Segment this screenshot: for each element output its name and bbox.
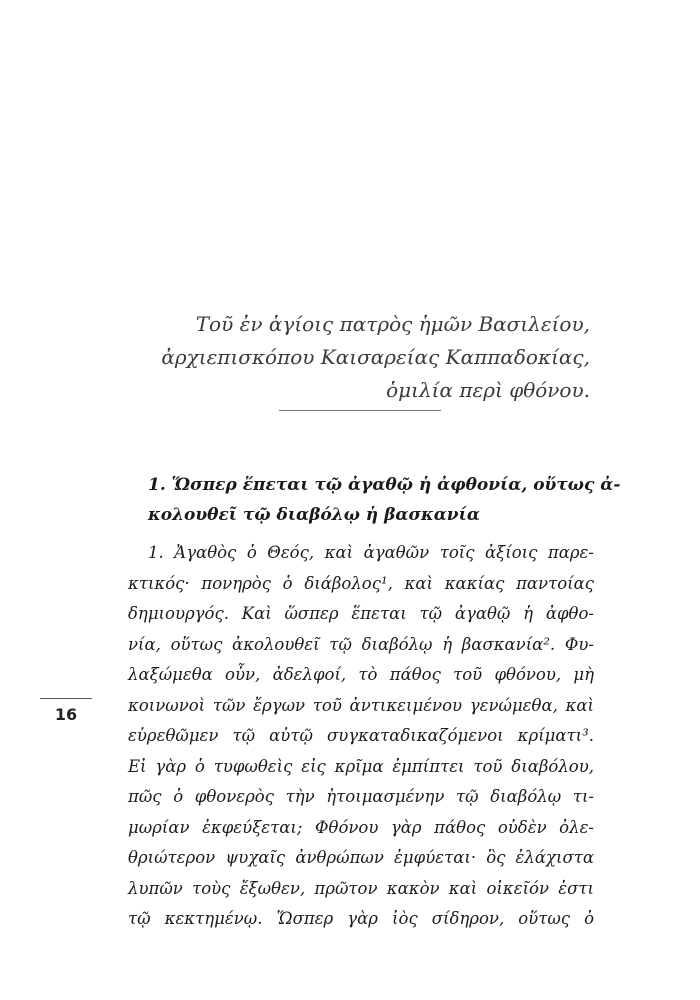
body-line: μωρίαν ἐκφεύξεται; Φθόνου γὰρ πάθος οὐδὲν ὀλε- (128, 817, 594, 837)
body-line: πῶς ὁ φθονερὸς τὴν ἡτοιμασμένην τῷ διαβόλῳ τι- (128, 787, 594, 806)
page-number: 16 (54, 705, 78, 724)
section-heading (148, 470, 621, 530)
body-line: εὑρεθῶμεν τῷ αὐτῷ συγκαταδικαζόμενοι κρίματι³. (128, 726, 594, 745)
body-line: τῷ κεκτημένῳ. Ὥσπερ γὰρ ἰὸς σίδηρον, οὕτως ὁ (128, 909, 594, 928)
body-line: νία, οὕτως ἀκολουθεῖ τῷ διαβόλῳ ἡ βασκανία². Φυ- (128, 634, 594, 654)
body-paragraph (128, 538, 594, 935)
body-line: κοινωνοὶ τῶν ἔργων τοῦ ἀντικειμένου γενώμεθα, καὶ (128, 695, 594, 715)
title-line-2: ἀρχιεπισκόπου Καισαρείας Καππαδοκίας, (161, 345, 590, 369)
title-line-3: ὁμιλία περὶ φθόνου. (386, 378, 590, 402)
homily-title (120, 308, 590, 407)
heading-line-2: κολουθεῖ τῷ διαβόλῳ ἡ βασκανία (148, 505, 480, 525)
body-line: Εἰ γὰρ ὁ τυφωθεὶς εἰς κρῖμα ἐμπίπτει τοῦ διαβόλου, (128, 756, 594, 776)
body-line: θριώτερον ψυχαῖς ἀνθρώπων ἐμφύεται· ὃς ἐλάχιστα (128, 848, 594, 867)
body-line: λαξώμεθα οὖν, ἀδελφοί, τὸ πάθος τοῦ φθόνου, μὴ (128, 665, 594, 684)
body-line: 1. Ἀγαθὸς ὁ Θεός, καὶ ἀγαθῶν τοῖς ἀξίοις παρε- (148, 543, 594, 562)
heading-line-1: 1. Ὥσπερ ἕπεται τῷ ἀγαθῷ ἡ ἀφθονία, οὕτως ἀ- (148, 475, 621, 495)
body-line: κτικός· πονηρὸς ὁ διάβολος¹, καὶ κακίας παντοίας (128, 573, 594, 593)
body-line: λυπῶν τοὺς ἔξωθεν, πρῶτον κακὸν καὶ οἰκεῖόν ἐστι (128, 878, 594, 898)
body-line: δημιουργός. Καὶ ὥσπερ ἕπεται τῷ ἀγαθῷ ἡ ἀφθο- (128, 604, 594, 623)
title-divider (279, 410, 441, 411)
page-number-rule (40, 698, 92, 699)
title-line-1: Τοῦ ἐν ἁγίοις πατρὸς ἡμῶν Βασιλείου, (195, 312, 590, 336)
